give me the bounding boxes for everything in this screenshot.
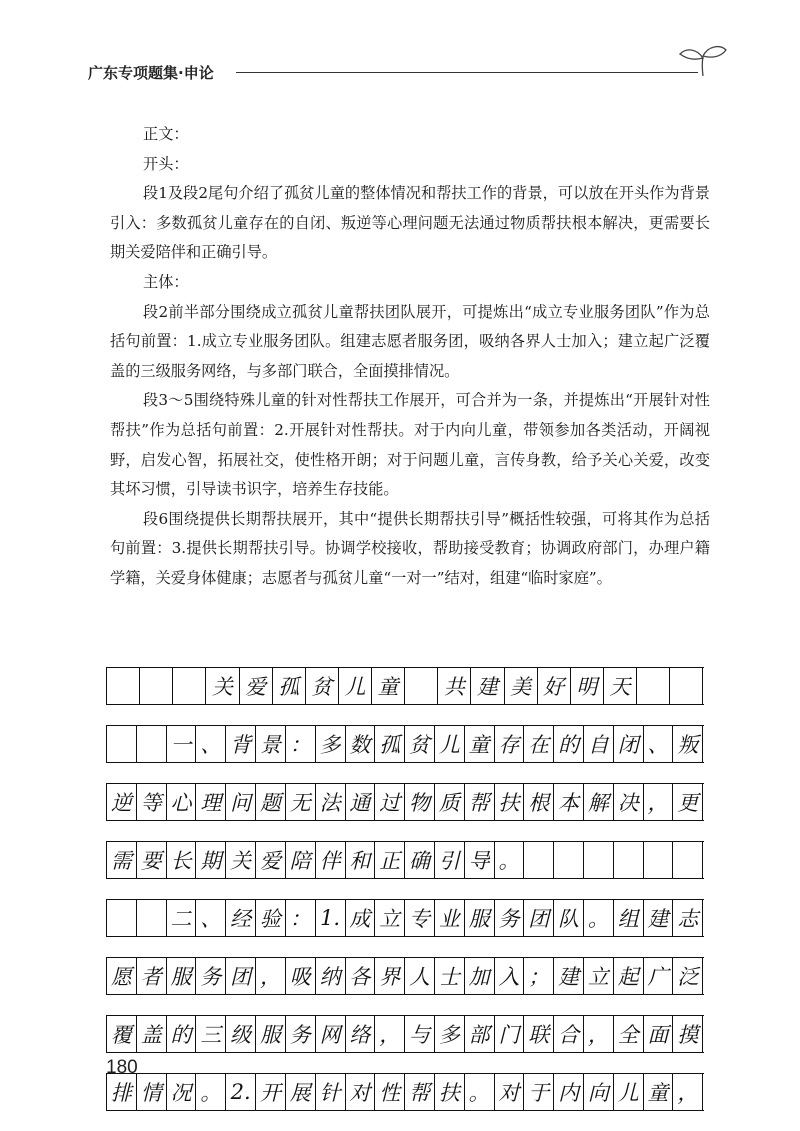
grid-cell: 儿 xyxy=(614,1074,644,1110)
grid-cell: 帮 xyxy=(465,784,495,820)
grid-cell: 和 xyxy=(346,842,376,878)
grid-row xyxy=(106,957,704,995)
grid-cell: 物 xyxy=(405,784,435,820)
grid-cell: 孤 xyxy=(375,726,405,762)
grid-cell: 长 xyxy=(167,842,197,878)
grid-cell: 团 xyxy=(524,900,554,936)
grid-cell: 建 xyxy=(644,900,674,936)
grid-cell xyxy=(405,668,438,704)
grid-cell xyxy=(584,842,614,878)
grid-cell: 络 xyxy=(346,1016,376,1052)
grid-cell: 法 xyxy=(316,784,346,820)
grid-cell: 等 xyxy=(137,784,167,820)
paragraph: 主体： xyxy=(143,272,189,291)
grid-cell: 关 xyxy=(226,842,256,878)
grid-cell: 更 xyxy=(673,784,703,820)
grid-cell: 对 xyxy=(346,1074,376,1110)
grid-cell: ， xyxy=(256,958,286,994)
grid-row xyxy=(106,725,704,763)
grid-cell: 背 xyxy=(226,726,256,762)
grid-cell xyxy=(644,842,674,878)
grid-cell: 于 xyxy=(524,1074,554,1110)
grid-cell: 成 xyxy=(346,900,376,936)
paragraph: 段2前半部分围绕成立孤贫儿童帮扶团队展开，可提炼出“成立专业服务团队”作为总括句前置：1.成立专业服务团队。组建志愿者服务团，吸纳各界人士加入；建立起广泛覆盖的三级服务网络，与多部门联合，全面摸排情况。 xyxy=(110,302,710,380)
grid-cell: 内 xyxy=(554,1074,584,1110)
paragraph: 段6围绕提供长期帮扶展开，其中“提供长期帮扶引导”概括性较强，可将其作为总括句前置：3.提供长期帮扶引导。协调学校接收，帮助接受教育；协调政府部门，办理户籍学籍，关爱身体健康；志愿者与孤贫儿童“一对一”结对，组建“临时家庭”。 xyxy=(110,509,710,587)
grid-row xyxy=(106,1073,704,1111)
grid-cell: 。 xyxy=(495,842,525,878)
grid-cell: ： xyxy=(286,726,316,762)
grid-cell xyxy=(614,842,644,878)
grid-cell xyxy=(554,842,584,878)
grid-cell: ， xyxy=(673,1074,703,1110)
grid-cell: 入 xyxy=(495,958,525,994)
grid-cell: 盖 xyxy=(137,1016,167,1052)
grid-cell: 排 xyxy=(107,1074,137,1110)
grid-cell: 正 xyxy=(375,842,405,878)
grid-cell: ： xyxy=(286,900,316,936)
grid-cell: 无 xyxy=(286,784,316,820)
grid-cell: 士 xyxy=(435,958,465,994)
grid-cell: 景 xyxy=(256,726,286,762)
grid-cell: 开 xyxy=(256,1074,286,1110)
grid-cell: 界 xyxy=(375,958,405,994)
paragraph: 段1及段2尾句介绍了孤贫儿童的整体情况和帮扶工作的背景，可以放在开头作为背景引入：多数孤贫儿童存在的自闭、叛逆等心理问题无法通过物质帮扶根本解决，更需要长期关爱陪伴和正确引导。 xyxy=(110,184,710,262)
grid-cell: 本 xyxy=(554,784,584,820)
grid-cell: 经 xyxy=(226,900,256,936)
grid-cell: ， xyxy=(375,1016,405,1052)
grid-cell: 自 xyxy=(584,726,614,762)
grid-row xyxy=(106,783,704,821)
page-header xyxy=(88,62,728,86)
grid-cell: 服 xyxy=(256,1016,286,1052)
grid-cell: 与 xyxy=(405,1016,435,1052)
grid-cell: 根 xyxy=(524,784,554,820)
grid-cell: 验 xyxy=(256,900,286,936)
grid-cell: ， xyxy=(644,784,674,820)
grid-cell: 童 xyxy=(372,668,405,704)
grid-cell: 针 xyxy=(316,1074,346,1110)
body-text xyxy=(110,120,710,594)
grid-cell: 级 xyxy=(226,1016,256,1052)
grid-cell: 泛 xyxy=(673,958,703,994)
grid-cell xyxy=(107,726,137,762)
grid-cell: 多 xyxy=(316,726,346,762)
grid-cell: 引 xyxy=(435,842,465,878)
grid-cell: 摸 xyxy=(673,1016,703,1052)
grid-cell: 二 xyxy=(167,900,197,936)
grid-cell: 者 xyxy=(137,958,167,994)
grid-cell: 的 xyxy=(554,726,584,762)
grid-cell: 逆 xyxy=(107,784,137,820)
grid-cell xyxy=(107,900,137,936)
sprout-icon xyxy=(678,44,728,78)
grid-cell: 。 xyxy=(465,1074,495,1110)
grid-cell: 陪 xyxy=(286,842,316,878)
grid-cell xyxy=(140,668,173,704)
grid-row xyxy=(106,841,704,879)
grid-cell: 建 xyxy=(471,668,504,704)
grid-cell: 一 xyxy=(167,726,197,762)
paragraph: 正文： xyxy=(143,125,189,143)
grid-cell: 志 xyxy=(673,900,703,936)
grid-cell: 通 xyxy=(346,784,376,820)
grid-cell: 。 xyxy=(196,1074,226,1110)
grid-cell: 孤 xyxy=(273,668,306,704)
grid-cell: 纳 xyxy=(316,958,346,994)
grid-cell: 联 xyxy=(524,1016,554,1052)
grid-cell: 立 xyxy=(584,958,614,994)
grid-cell: 存 xyxy=(495,726,525,762)
header-rule xyxy=(236,72,698,73)
grid-cell: 人 xyxy=(405,958,435,994)
grid-cell: 、 xyxy=(644,726,674,762)
grid-cell: 美 xyxy=(505,668,538,704)
grid-cell: 况 xyxy=(167,1074,197,1110)
grid-cell: 务 xyxy=(495,900,525,936)
grid-cell: 帮 xyxy=(405,1074,435,1110)
grid-cell: 1. xyxy=(316,900,346,936)
grid-cell: 好 xyxy=(538,668,571,704)
grid-cell: 吸 xyxy=(286,958,316,994)
grid-row xyxy=(106,899,704,937)
grid-cell: 加 xyxy=(465,958,495,994)
grid-cell: 队 xyxy=(554,900,584,936)
grid-cell: 过 xyxy=(375,784,405,820)
grid-cell: 决 xyxy=(614,784,644,820)
grid-cell: 部 xyxy=(465,1016,495,1052)
grid-cell: 组 xyxy=(614,900,644,936)
grid-cell: 性 xyxy=(375,1074,405,1110)
grid-row xyxy=(106,667,704,705)
grid-cell: 愿 xyxy=(107,958,137,994)
grid-cell: 儿 xyxy=(435,726,465,762)
grid-cell: 贫 xyxy=(306,668,339,704)
grid-cell: 爱 xyxy=(240,668,273,704)
grid-cell: 需 xyxy=(107,842,137,878)
grid-cell: 网 xyxy=(316,1016,346,1052)
grid-cell: 全 xyxy=(614,1016,644,1052)
grid-cell: ， xyxy=(584,1016,614,1052)
grid-cell: 在 xyxy=(524,726,554,762)
grid-cell: 合 xyxy=(554,1016,584,1052)
paragraph: 段3～5围绕特殊儿童的针对性帮扶工作展开，可合并为一条，并提炼出“开展针对性帮扶”作为总括句前置：2.开展针对性帮扶。对于内向儿童，带领参加各类活动，开阔视野，启发心智，拓展社交，使性格开朗；对于问题儿童，言传身教，给予关心关爱，改变其坏习惯，引导读书识字，培养生存技能。 xyxy=(110,391,710,499)
header-title: 广东专项题集·申论 xyxy=(88,64,214,82)
grid-cell xyxy=(637,668,670,704)
grid-cell: 覆 xyxy=(107,1016,137,1052)
grid-cell: 确 xyxy=(405,842,435,878)
grid-cell: 理 xyxy=(196,784,226,820)
grid-cell: 质 xyxy=(435,784,465,820)
page-number: 180 xyxy=(106,1057,138,1078)
grid-cell xyxy=(107,668,140,704)
grid-cell: 扶 xyxy=(435,1074,465,1110)
grid-row xyxy=(106,1015,704,1053)
grid-cell: 天 xyxy=(604,668,637,704)
grid-cell: 专 xyxy=(405,900,435,936)
grid-cell: 面 xyxy=(644,1016,674,1052)
grid-cell xyxy=(137,900,167,936)
grid-cell: 服 xyxy=(167,958,197,994)
grid-cell: 务 xyxy=(286,1016,316,1052)
grid-cell: 心 xyxy=(167,784,197,820)
grid-cell: 起 xyxy=(614,958,644,994)
grid-cell xyxy=(673,842,703,878)
paragraph: 开头： xyxy=(143,154,189,173)
grid-cell xyxy=(670,668,703,704)
grid-cell: 情 xyxy=(137,1074,167,1110)
grid-cell: 建 xyxy=(554,958,584,994)
grid-cell: 广 xyxy=(644,958,674,994)
grid-cell: 各 xyxy=(346,958,376,994)
grid-cell: 务 xyxy=(196,958,226,994)
grid-cell: 闭 xyxy=(614,726,644,762)
grid-cell: 童 xyxy=(644,1074,674,1110)
grid-cell: 童 xyxy=(465,726,495,762)
grid-cell: 门 xyxy=(495,1016,525,1052)
grid-cell: 扶 xyxy=(495,784,525,820)
grid-cell: 爱 xyxy=(256,842,286,878)
grid-cell: 伴 xyxy=(316,842,346,878)
grid-cell: 服 xyxy=(465,900,495,936)
grid-cell: 立 xyxy=(375,900,405,936)
grid-cell: 叛 xyxy=(673,726,703,762)
grid-cell: ； xyxy=(524,958,554,994)
grid-cell: 关 xyxy=(206,668,239,704)
grid-cell xyxy=(137,726,167,762)
grid-cell xyxy=(524,842,554,878)
grid-cell: 三 xyxy=(196,1016,226,1052)
grid-cell: 共 xyxy=(438,668,471,704)
grid-cell: 业 xyxy=(435,900,465,936)
grid-cell: 的 xyxy=(167,1016,197,1052)
grid-cell: 多 xyxy=(435,1016,465,1052)
grid-cell: 。 xyxy=(584,900,614,936)
grid-cell: 展 xyxy=(286,1074,316,1110)
grid-cell: 明 xyxy=(571,668,604,704)
grid-cell: 儿 xyxy=(339,668,372,704)
grid-cell: 向 xyxy=(584,1074,614,1110)
grid-cell: 数 xyxy=(346,726,376,762)
grid-cell: 期 xyxy=(196,842,226,878)
grid-cell: 解 xyxy=(584,784,614,820)
grid-cell: 团 xyxy=(226,958,256,994)
grid-cell xyxy=(173,668,206,704)
grid-cell: 2. xyxy=(226,1074,256,1110)
grid-cell: 要 xyxy=(137,842,167,878)
grid-cell: 、 xyxy=(196,726,226,762)
grid-cell: 、 xyxy=(196,900,226,936)
grid-cell: 问 xyxy=(226,784,256,820)
grid-cell: 题 xyxy=(256,784,286,820)
grid-cell: 导 xyxy=(465,842,495,878)
grid-cell: 对 xyxy=(495,1074,525,1110)
composition-grid xyxy=(106,667,704,1131)
grid-cell: 贫 xyxy=(405,726,435,762)
